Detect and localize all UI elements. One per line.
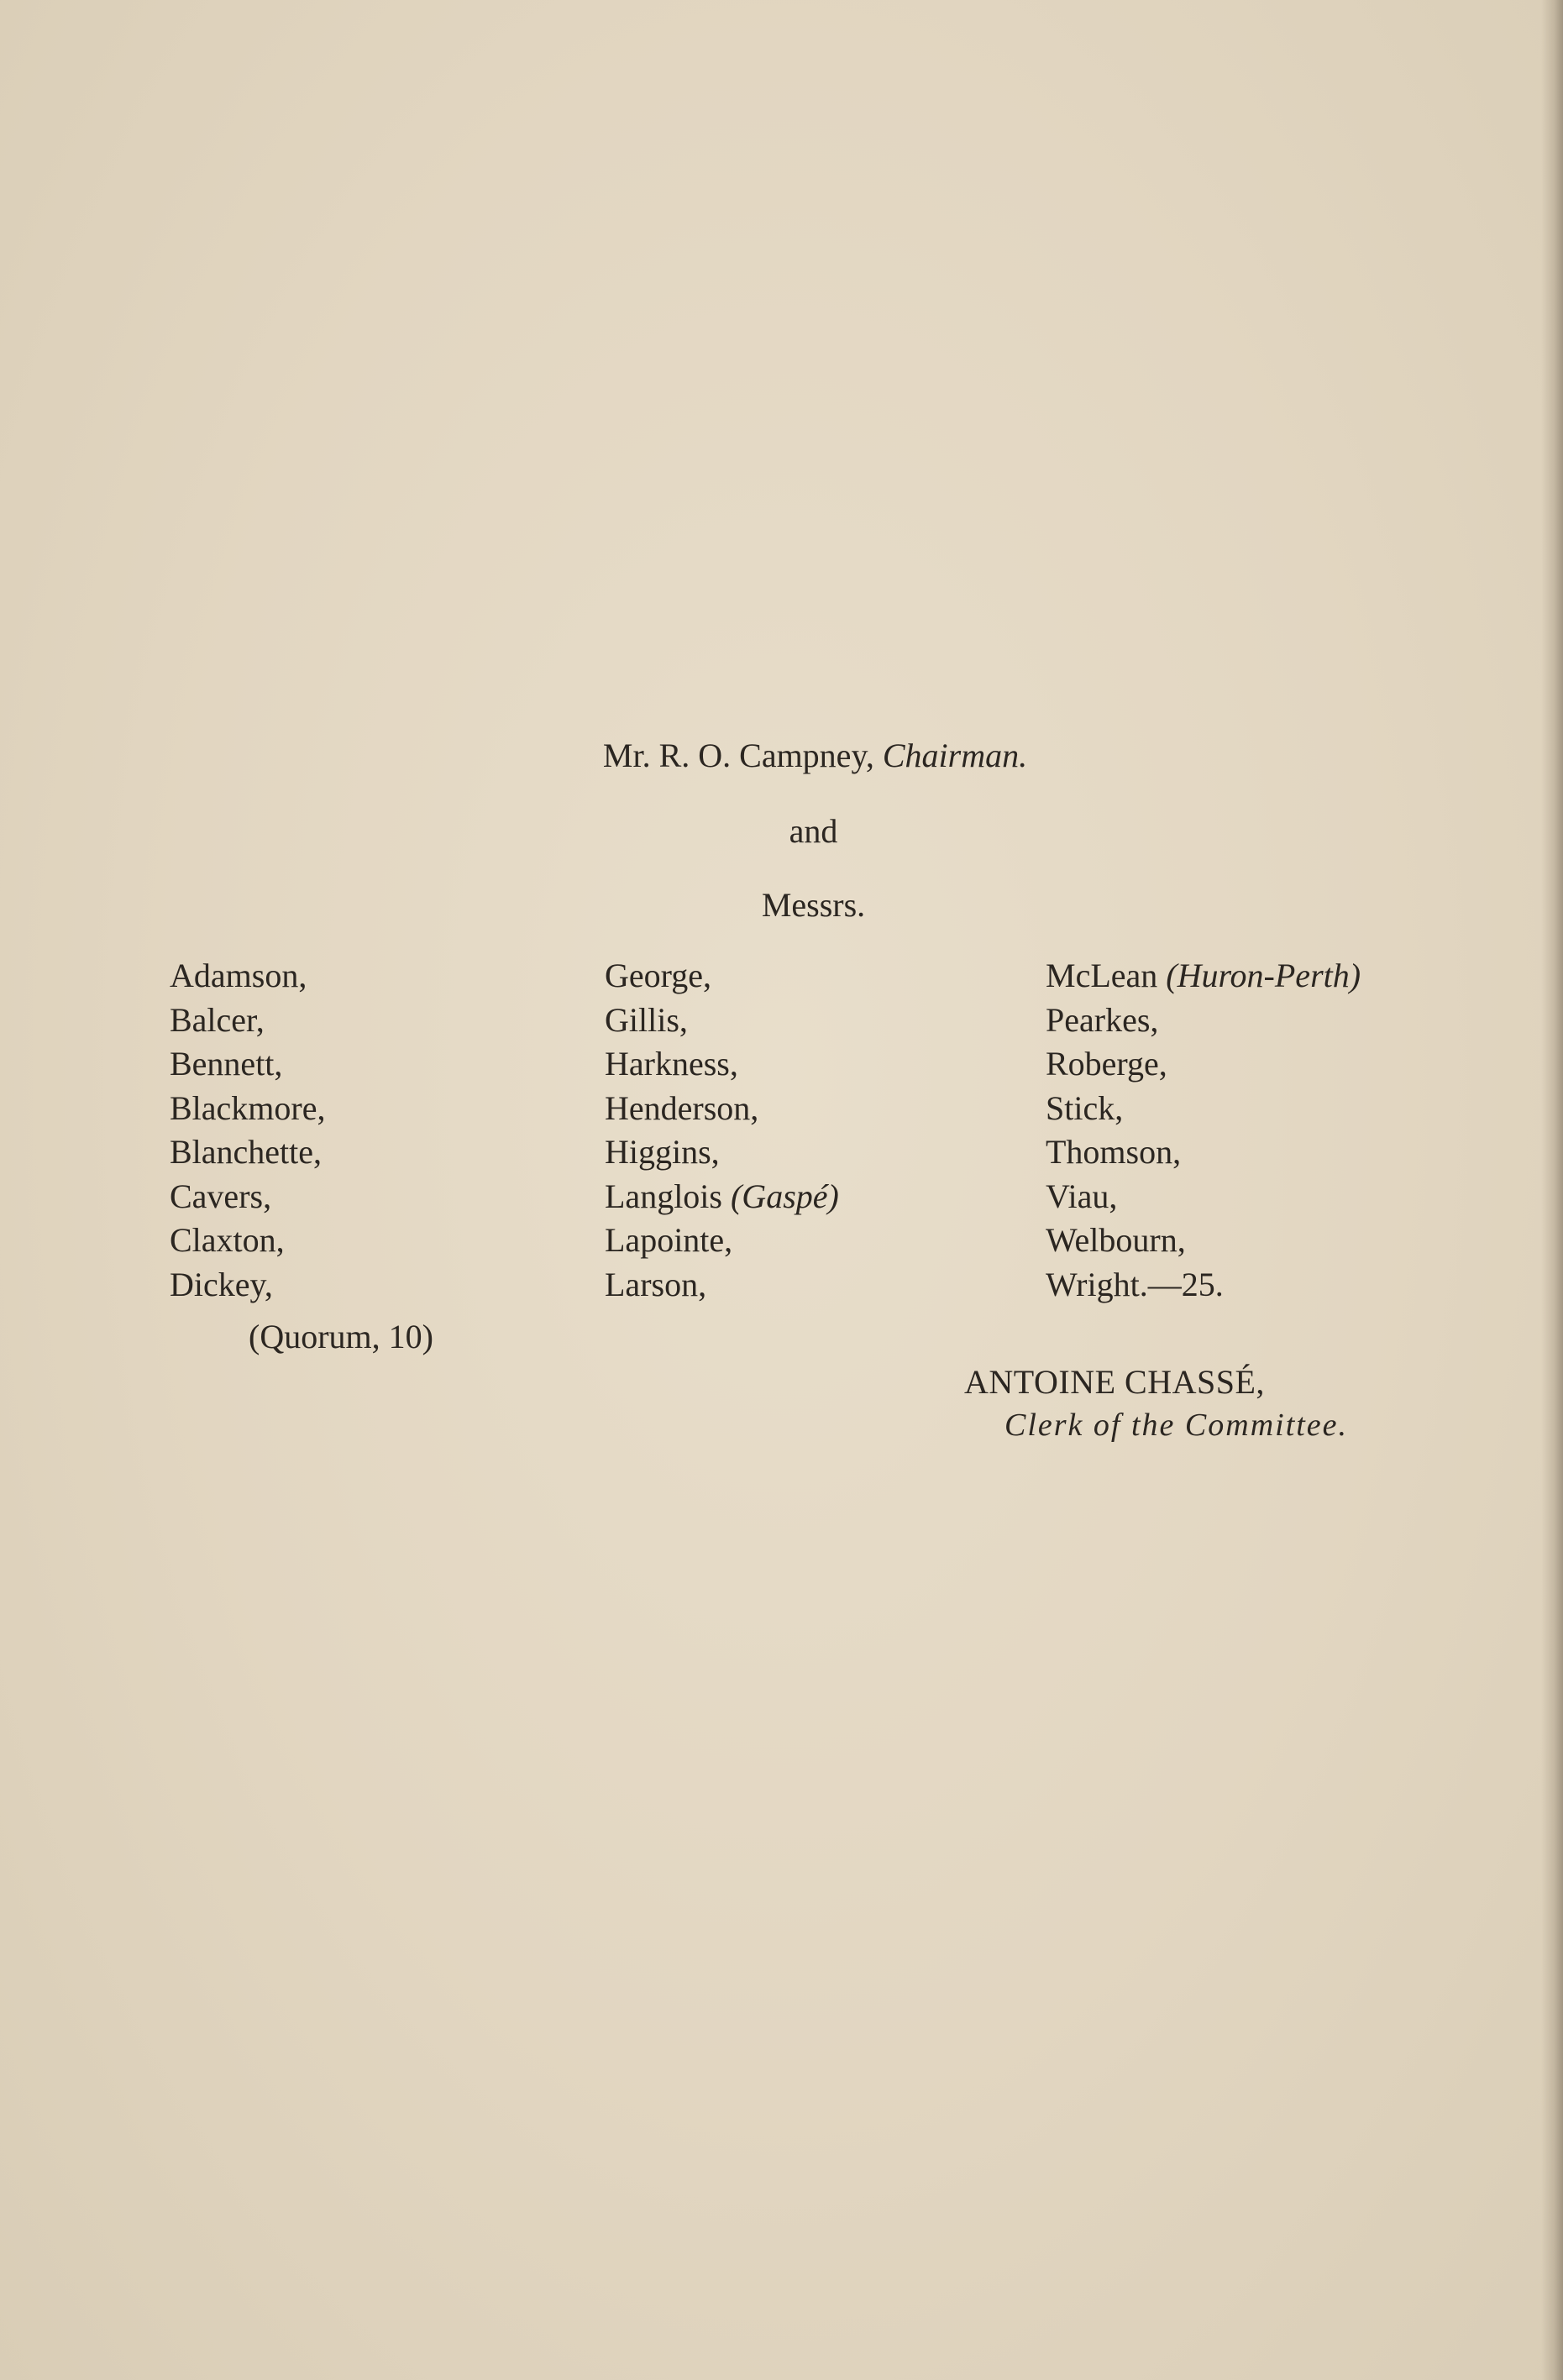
member-entry (605, 1175, 839, 1219)
members-column-2 (605, 954, 839, 1307)
member-entry (170, 1219, 326, 1263)
chairman-role: Chairman. (882, 737, 1028, 774)
member-name: Henderson, (605, 1088, 759, 1127)
clerk-name: ANTOINE CHASSÉ, (964, 1363, 1265, 1401)
member-name: Langlois (605, 1177, 731, 1215)
member-riding: (Huron-Perth) (1166, 957, 1361, 994)
member-entry (170, 1263, 326, 1308)
member-name: Viau, (1046, 1177, 1118, 1215)
member-entry (1046, 1175, 1361, 1219)
chairman-line (34, 736, 1563, 776)
member-entry (1046, 999, 1361, 1043)
member-name: Lapointe, (605, 1221, 733, 1259)
member-name: Gillis, (605, 1000, 688, 1039)
member-entry (170, 999, 326, 1043)
member-entry (1046, 1087, 1361, 1131)
member-name: Roberge, (1046, 1045, 1167, 1083)
member-name: Harkness, (605, 1045, 738, 1083)
and-line: and (789, 812, 838, 850)
member-entry (170, 1087, 326, 1131)
member-name: Blackmore, (170, 1088, 326, 1127)
member-name: Claxton, (170, 1221, 285, 1259)
member-name: Larson, (605, 1265, 707, 1303)
member-name: Dickey, (170, 1265, 273, 1303)
member-name: Higgins, (605, 1133, 720, 1171)
member-entry (605, 1263, 839, 1308)
member-entry (605, 954, 839, 999)
member-entry (605, 1130, 839, 1175)
member-name: Thomson, (1046, 1133, 1182, 1171)
member-entry (605, 1087, 839, 1131)
member-name: Welbourn, (1046, 1221, 1186, 1259)
member-entry (170, 1175, 326, 1219)
member-entry (1046, 1130, 1361, 1175)
member-name: McLean (1046, 957, 1167, 994)
member-entry (1046, 1042, 1361, 1087)
member-entry (605, 1042, 839, 1087)
member-entry (605, 1219, 839, 1263)
member-entry (605, 999, 839, 1043)
member-entry (1046, 1263, 1361, 1308)
clerk-title: Clerk of the Committee. (1004, 1408, 1349, 1443)
members-column-1 (170, 954, 326, 1307)
member-entry (1046, 1219, 1361, 1263)
page-edge-shadow (1541, 0, 1563, 2380)
member-riding: (Gaspé) (730, 1177, 839, 1215)
quorum-note: (Quorum, 10) (249, 1318, 433, 1355)
member-name: Blanchette, (170, 1133, 323, 1171)
member-entry (170, 1130, 326, 1175)
chairman-name: Mr. R. O. Campney, (602, 737, 883, 774)
member-entry (1046, 954, 1361, 999)
member-name: George, (605, 957, 711, 994)
messrs-line: Messrs. (761, 886, 866, 924)
member-entry (170, 1042, 326, 1087)
member-name: Cavers, (170, 1177, 272, 1215)
member-name: Pearkes, (1046, 1000, 1159, 1039)
member-name: Bennett, (170, 1045, 283, 1083)
member-name: Balcer, (170, 1000, 265, 1039)
member-name: Wright.—25. (1046, 1265, 1224, 1303)
member-name: Stick, (1046, 1088, 1124, 1127)
member-entry (170, 954, 326, 999)
members-column-3 (1046, 954, 1361, 1307)
member-name: Adamson, (170, 957, 307, 994)
